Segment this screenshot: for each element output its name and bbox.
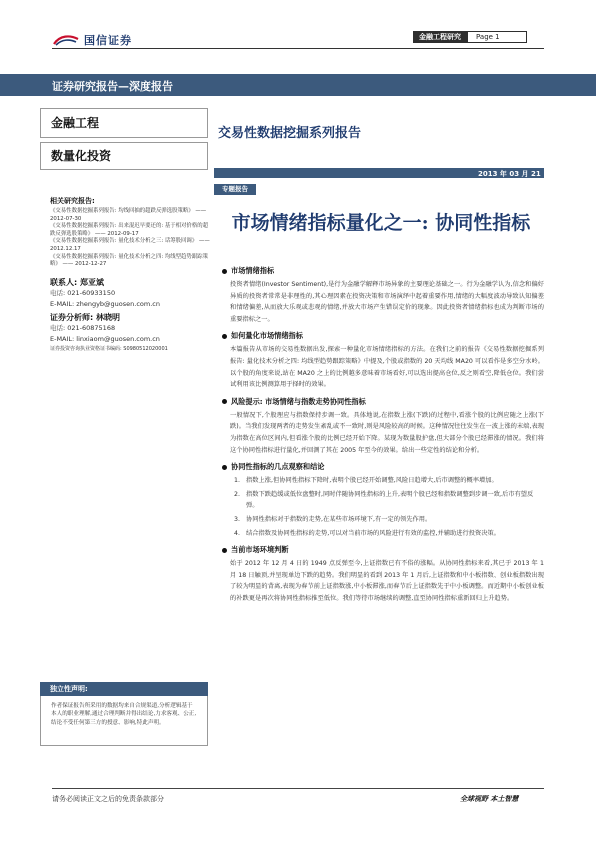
disclaimer-body: 作者保证报告所采用的数据均来自合规渠道,分析逻辑基于本人的职业理解,通过合理判断并得出结论,力求客观、公正,结论不受任何第三方的授意、影响,特此声明。: [40, 696, 208, 746]
bullet-icon: [222, 399, 227, 404]
list-item-text: 协同性指标对于指数的走势,在某些市场环境下,有一定的领先作用。: [246, 515, 432, 523]
report-type-title: 证券研究报告—深度报告: [52, 80, 173, 93]
list-item: 《交易性数据挖掘系列报告: 量化技术分析之四: 均线型趋势跟踪策略》 —— 2012-12-27: [50, 253, 208, 268]
section-body: 投资者情绪(Investor Sentiment),是行为金融学解释市场异象的主要理论基础之一。行为金融学认为,信念和偏好异质的投资者常常是非理性的,其心理因素在投资决策和市场演绎中起着重要作用,情绪的大幅度波动导致认知偏差和情绪偏差,从而放大乐观或悲观的情绪,并放大市场产生错误定价的现象。因此投资者情绪指标也成为判断市场的重要指标之一。: [230, 281, 544, 323]
list-item: 2. 指数下跌趋缓或低位盘整时,同时伴随协同性指标的上升,表明个股已经和指数调整到步调一致,后市有望反弹。: [230, 489, 544, 512]
list-item: 4. 结合指数及协同性指标的走势,可以对当前市场的风险进行有效的监控,并辅助进行投资决策。: [230, 528, 544, 540]
logo-text: 国信证券: [84, 34, 132, 47]
list-item-text: 结合指数及协同性指标的走势,可以对当前市场的风险进行有效的监控,并辅助进行投资决策。: [246, 529, 500, 537]
main-content: [222, 266, 544, 604]
category-box-fin-eng: [40, 108, 208, 138]
section-heading: [222, 462, 544, 472]
category-label: 数量化投资: [51, 149, 112, 163]
section-heading: [222, 545, 544, 555]
list-item: 1. 指数上涨,但协同性指标下降时,表明个股已经开始调整,风险日趋增大,后市调整的概率增加。: [230, 475, 544, 487]
header-tag-category: 金融工程研究: [413, 31, 467, 43]
list-item-text: 指数下跌趋缓或低位盘整时,同时伴随协同性指标的上升,表明个股已经和指数调整到步调一致,后市有望反弹。: [246, 490, 534, 510]
footer-divider: [52, 788, 544, 789]
list-item: 《交易性数据挖掘系列报告: 均线回抽的超跌反弹选股策略》 —— 2012-07-30: [50, 208, 207, 222]
report-date: 2013 年 03 月 21 日: [478, 170, 551, 178]
related-reports-list: [50, 208, 210, 269]
contact-heading: 联系人: 郑亚斌: [50, 277, 104, 287]
list-item: 《交易性数据挖掘系列报告: 出来混迟早要还的: 基于相对价格的超跌反弹选股策略》 —— 2012-09-17: [50, 223, 208, 237]
special-report-tag: 专题报告: [214, 184, 256, 195]
footer-slogan: 全球视野 本土智慧: [460, 795, 519, 803]
bullet-icon: [222, 334, 227, 339]
company-logo: [52, 32, 132, 48]
left-sidebar: [50, 196, 210, 353]
guosen-logo-icon: [52, 33, 80, 47]
bullet-icon: [222, 548, 227, 553]
section-body: 始于 2012 年 12 月 4 日的 1949 点反弹至今,上证指数已有不俗的涨幅。从协同性指标来看,其已于 2013 年 1 月 18 日触顶,并呈现单边下跌的趋势。我们明显的看到 2013 年 1 月后,上证指数和中小板指数、创业板指数出现了较为明显的背离,表现为春节前上证指数涨,中小板滞涨,而春节后上证指数先于中小板调整。而近期中小板创业板的补跌更是再次将协同性指标推至低位。我们等待市场继续的调整,直至协同性指标重新回归上升趋势。: [230, 560, 544, 602]
section-title: 协同性指标的几点观察和结论: [231, 462, 325, 472]
analyst-phone: 电话: 021-60875168: [50, 323, 116, 332]
section-heading: [222, 266, 544, 276]
category-label: 金融工程: [51, 116, 100, 130]
header-divider: [52, 48, 544, 49]
list-item-text: 指数上涨,但协同性指标下降时,表明个股已经开始调整,风险日趋增大,后市调整的概率增加。: [246, 477, 498, 485]
contact-phone: 电话: 021-60933150: [50, 288, 116, 297]
disclaimer-heading: 独立性声明:: [40, 682, 208, 696]
footer-disclaimer-note: 请务必阅读正文之后的免责条款部分: [52, 795, 164, 803]
section-body: 一般情况下,个股理应与指数保持步调一致。具体地说,在指数上涨(下跌)的过程中,看涨个股的比例应随之上涨(下跌)。当我们发现两者的走势发生紊乱或不一致时,则是风险较高的时候。这种情况往往发生在一波上涨的末端,表现为指数在高位区间内,但看涨个股的比例已经开始下降。某现为数量股护盘,但大部分个股已经滞涨的情况。我们将这个协同性指标进行量化,并回测了其在 2005 年至今的效果。给出一些定性的结论和分析。: [230, 411, 544, 454]
category-box-quant: [40, 142, 208, 170]
header-page-number: Page 1: [467, 31, 527, 43]
analyst-email: E-MAIL: linxiaom@guosen.com.cn: [50, 334, 160, 343]
section-title: 市场情绪指标: [231, 266, 275, 275]
analyst-certificate: 证券投资咨询执业资格证书编码: S0980512020001: [50, 345, 168, 352]
related-reports-heading: 相关研究报告:: [50, 197, 95, 205]
conclusions-list: [222, 475, 544, 539]
section-heading: [222, 331, 544, 341]
section-title: 如何量化市场情绪指标: [231, 331, 303, 341]
list-item: 《交易性数据挖掘系列报告: 量化技术分析之三: 话筹股回调》 —— 2012.12.17: [50, 238, 210, 252]
main-title: 市场情绪指标量化之一: 协同性指标: [231, 212, 531, 234]
analyst-heading: 证券分析师: 林晓明: [50, 312, 120, 322]
series-title: 交易性数据挖掘系列报告: [218, 126, 362, 141]
section-title: 风险提示: 市场情绪与指数走势协同性指标: [231, 396, 366, 406]
list-item: 3. 协同性指标对于指数的走势,在某些市场环境下,有一定的领先作用。: [230, 514, 544, 526]
contact-email: E-MAIL: zhengyb@guosen.com.cn: [50, 299, 160, 308]
bullet-icon: [222, 465, 227, 470]
header-tag: [413, 31, 527, 43]
section-heading: [222, 397, 544, 407]
bullet-icon: [222, 269, 227, 274]
section-title: 当前市场环境判断: [231, 545, 289, 555]
section-body: 本篇报告从市场的交易性数据出发,探索一种量化市场情绪指标的方法。在我们之前的报告《交易性数据挖掘系列报告: 量化技术分析之四: 均线型趋势跟踪策略》中提及,个股或指数的 20 天均线 MA20 可以看作是多空分水岭。以个股的角度来说,站在 MA20 之上的比例越多意味着市场看好,可以选出提高仓位,反之则看空,降低仓位。我们尝试利用该比例测算用于择时的效果。: [230, 346, 544, 389]
